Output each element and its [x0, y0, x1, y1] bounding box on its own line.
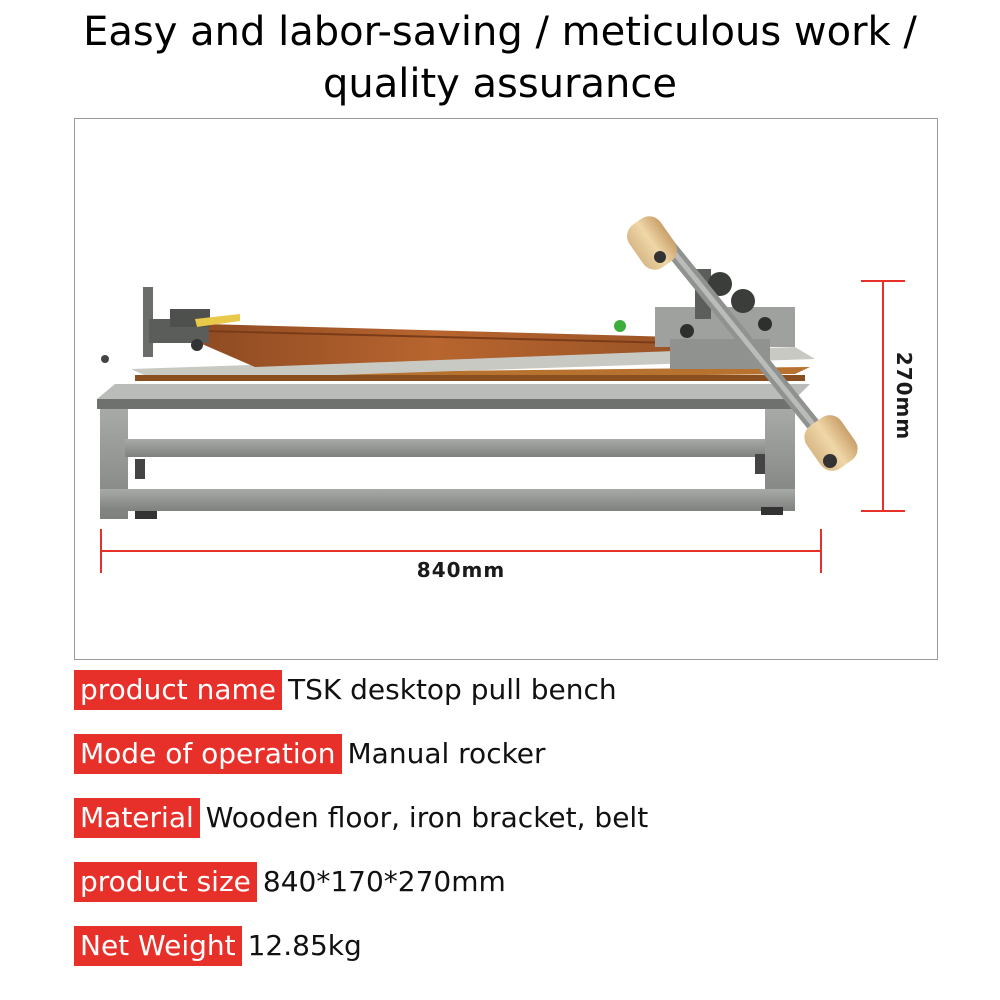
spec-label: product size [74, 862, 257, 902]
pull-bench-illustration [75, 119, 938, 660]
spec-value: Wooden floor, iron bracket, belt [205, 801, 649, 834]
width-label: 840mm [416, 558, 506, 582]
product-photo [74, 118, 938, 660]
spec-row-product-name [74, 668, 617, 712]
headline-line-2: quality assurance [322, 61, 677, 107]
headline-line-1: Easy and labor-saving / meticulous work / [83, 9, 917, 55]
spec-row-net-weight [74, 924, 362, 968]
spec-row-material [74, 796, 648, 840]
width-dimension [101, 529, 821, 582]
spec-label: Net Weight [74, 926, 242, 966]
spec-value: TSK desktop pull bench [288, 673, 617, 706]
bench-frame [97, 384, 810, 519]
spec-value: 12.85kg [247, 929, 362, 962]
spec-row-operation-mode [74, 732, 546, 776]
spec-label: Material [74, 798, 200, 838]
height-label: 270mm [892, 351, 916, 441]
spec-label: Mode of operation [74, 734, 342, 774]
spec-value: 840*170*270mm [262, 865, 506, 898]
spec-label: product name [74, 670, 282, 710]
height-dimension [861, 281, 916, 511]
spec-row-product-size [74, 860, 506, 904]
headline [0, 6, 1000, 110]
spec-value: Manual rocker [347, 737, 546, 770]
